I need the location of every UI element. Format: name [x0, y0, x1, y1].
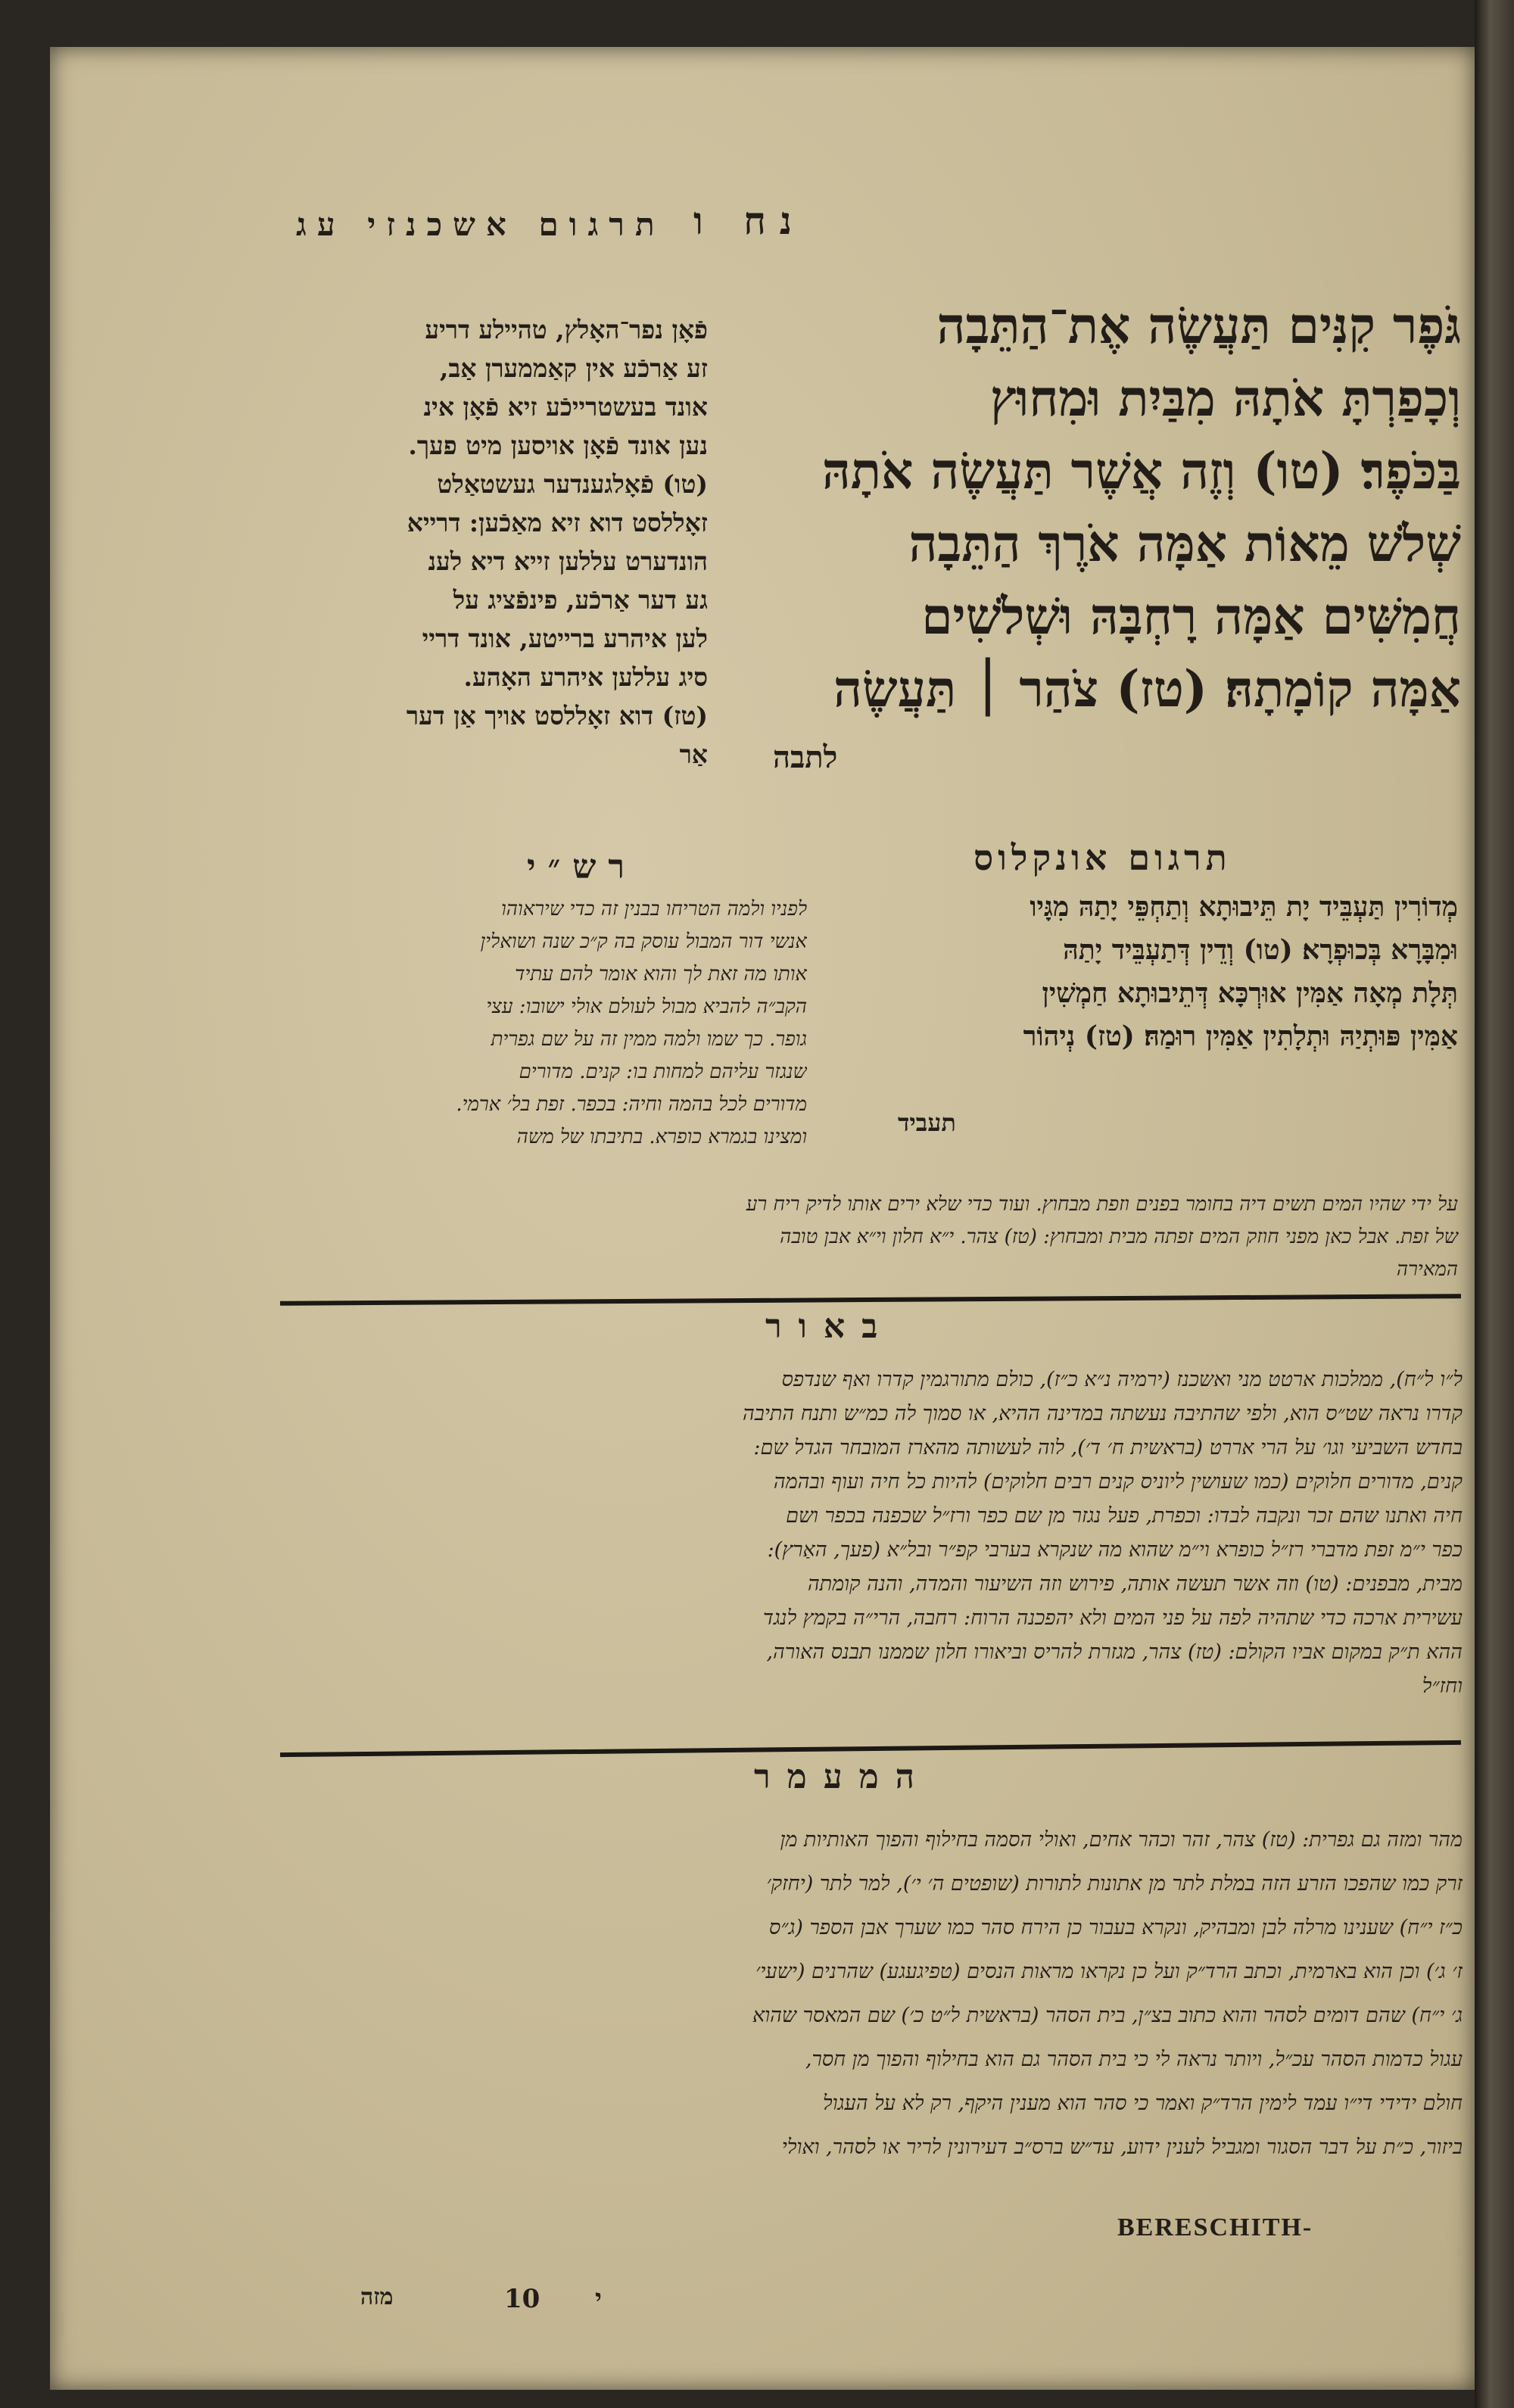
rashi-title: רש״י: [527, 848, 637, 886]
book-page: [50, 47, 1475, 2390]
hameamer-line: מהר ומזה גם גפרית: (טז) צהר, זהר וכהר אחים, ואולי הסמה בחילוף והפוך האותיות מן: [780, 1828, 1463, 1852]
bible-line: שְׁלֹשׁ מֵאוֹת אַמָּה אֹרֶךְ הַתֵּבָה: [908, 514, 1461, 573]
hameamer-line: כ״ז י״ח) שענינו מרלה לבן ומבהיק, ונקרא בעבור כן הירח סהר כמו שערך אבן הספר (ג״ס: [768, 1916, 1463, 1939]
biur-line: חיה ואתנו שהם זכר ונקבה לבדו: וכפרת, פעל נגזר מן שם כפר ורז״ל שכפנה בכפר ושם: [786, 1504, 1463, 1528]
hameamer-title: המעמר: [754, 1758, 931, 1796]
onkelos-catchword: תעביד: [898, 1108, 956, 1137]
ashkenazi-line: זאָללסט דוא זיא מאַכֿען: דרייא: [407, 508, 708, 537]
rashi-line: אותו מה זאת לך והוא אומר להם עתיד: [515, 963, 807, 986]
biur-line: קדרו נראה שט״ס הוא, ולפי שהתיבה נעשתה במדינה ההיא, או סמוך לה כמ״ש ותנח התיבה: [742, 1402, 1463, 1425]
ashkenazi-line: זע אַרכֿע אין קאַממערן אַב,: [439, 354, 708, 383]
onkelos-line: אַמִּין פּוּתְיַהּ וּתְלָתִין אַמִּין רוּמַהּ׃ (טז) נְיהוֹר: [1023, 1020, 1458, 1052]
rashi-line: של זפת. אבל כאן מפני חוזק המים זפתה מבית ומבחוץ: (טז) צהר. י״א חלון וי״א אבן טובה: [780, 1226, 1458, 1248]
onkelos-title: תרגום אונקלוס: [974, 837, 1232, 878]
rashi-line: גופר. כך שמו ולמה ממין זה על שם גפרית: [491, 1028, 807, 1051]
rashi-line: על ידי שהיו המים תשים דיה בחומר בפנים וזפת מבחוץ. ועוד כדי שלא ירים אותו לדיק ריח רע: [746, 1193, 1458, 1216]
hameamer-block: [327, 1818, 1463, 2170]
bible-line: אַמָּה קוֹמָתָהּ׃ (טז) צֹהַר ׀ תַּעֲשֶׂה: [833, 659, 1461, 718]
biur-line: ההא ת״ק במקום אביו הקולם: (טז) צהר, מגזרת להריס וביאורו חלון שממנו תבנס האורה,: [766, 1640, 1463, 1664]
rashi-line: המאירה: [1396, 1258, 1458, 1281]
divider-rule: [280, 1740, 1461, 1757]
bible-line: גֹּפֶר קִנִּים תַּעֲשֶׂה אֶת־הַתֵּבָה: [936, 296, 1461, 355]
adjacent-page-edge: [1475, 0, 1514, 2408]
onkelos-line: מְדוֹרִין תַּעְבֵּיד יָת תֵּיבוּתָא וְתַחְפֵּי יָתַהּ מִגָּיו: [1030, 891, 1458, 923]
bible-catchword: לתבה: [773, 740, 838, 775]
biur-line: מבית, מבפנים: (טו) וזה אשר תעשה אותה, פירוש וזה השיעור והמדה, והנה קומתה: [807, 1572, 1463, 1596]
hameamer-line: ג׳ י״ח) שהם דומים לסהר והוא כתוב בצ״ן, בית הסהר (בראשית ל״ט כ׳) שם המאסר שהוא: [752, 2004, 1463, 2027]
bible-line: בַּכֹּפֶר׃ (טו) וְזֶה אֲשֶׁר תַּעֲשֶׂה אֹתָהּ: [821, 441, 1461, 500]
ashkenazi-line: לען איהרע ברייטע, אונד דריי: [422, 624, 708, 653]
hameamer-line: עגול כדמות הסהר עכ״ל, ויותר נראה לי כי בית הסהר גם הוא בחילוף והפוך מן חסר,: [805, 2048, 1463, 2071]
biur-line: קנים, מדורים חלוקים (כמו שעושין ליוניס קנים רבים חלוקים) להיות כל חיה ועוף ובהמה: [773, 1470, 1463, 1494]
ashkenazi-line: סיג עללען איהרע האָהע.: [463, 662, 708, 692]
rashi-line: אנשי דור המבול עוסק בה ק״כ שנה ושואלין: [480, 930, 807, 953]
ashkenazi-line: נען אונד פֿאָן אויסען מיט פעך.: [408, 431, 708, 460]
divider-rule: [280, 1294, 1461, 1306]
parasha-header: נח ו: [693, 198, 806, 243]
onkelos-line: וּמִבָּרָא בְּכוּפְרָא׃ (טו) וְדֵין דְּתַעְבֵּיד יָתַהּ: [1063, 934, 1458, 966]
ashkenazi-translation-block: [310, 310, 708, 774]
ashkenazi-line: (טו) פֿאָלגענדער געשטאַלט: [437, 469, 708, 499]
hebrew-page-number: י: [595, 2284, 602, 2314]
rashi-line: מדורים לכל בהמה וחיה: בכפר. זפת בל׳ ארמי.: [456, 1093, 807, 1116]
ashkenazi-line: הונדערט עללען זייא דיא לענ: [428, 547, 708, 576]
rashi-line: לפניו ולמה הטריחו בבנין זה כדי שיראוהו: [501, 898, 807, 921]
ashkenazi-line: (טז) דוא זאָללסט אויך אַן דער: [406, 701, 708, 730]
biur-line: עשירית ארכה כדי שתהיה לפה על פני המים ולא יהפכנה הרוח: רחבה, הרי״ה בקמץ לנגד: [762, 1606, 1463, 1630]
rashi-line: שנגזר עליהם למחות בו: קנים. מדורים: [519, 1061, 807, 1083]
bible-text-block: [734, 289, 1461, 725]
rashi-continuation-block: [322, 1188, 1458, 1286]
bible-line: חֲמִשִּׁים אַמָּה רָחְבָּהּ וּשְׁלֹשִׁים: [921, 587, 1461, 646]
ashkenazi-line: פֿאָן נפר־האָלץ, טהיילע דריע: [425, 315, 708, 344]
biur-line: כפר י״מ זפת מדברי רז״ל כופרא וי״מ שהוא מה שנקרא בערבי קפ״ר ובל״א (פעך, האַרץ):: [767, 1538, 1463, 1562]
onkelos-line: תְּלָת מְאָה אַמִּין אוּרְכָּא דְּתֵיבוּתָא חַמְשִׁין: [1042, 977, 1458, 1009]
biur-title: באור: [765, 1307, 895, 1346]
onkelos-block: [830, 886, 1458, 1058]
ashkenazi-line: גע דער אַרכֿע, פינפֿציג על: [453, 585, 708, 615]
biur-line: בחדש השביעי וגו׳ על הרי אררט (בראשית ח׳ ד׳), לוה לעשותה מהארז המובחר הגדל שם:: [753, 1436, 1463, 1459]
hameamer-line: זרק כמו שהפכו הזרע הזה במלת לתר מן אתונות לתורות (שופטים ה׳ י׳), למר לתר (יחזק׳: [766, 1872, 1463, 1896]
signature-mark: BERESCHITH-: [1117, 2213, 1313, 2241]
ashkenazi-translation-header: תרגום אשכנזי עג: [296, 206, 665, 243]
page-number: 10: [504, 2284, 540, 2314]
hameamer-line: חולם ידידי די״ו עמד לימין הרד״ק ואמר כי סהר הוא מענין היקף, רק לא על העגול: [823, 2092, 1463, 2115]
biur-line: וחז״ל: [1422, 1674, 1463, 1698]
biur-line: ל״ו ל״ח), ממלכות ארטט מני ואשכנז (ירמיה נ״א כ״ז), כולם מתורגמין קדרו ואף שנדפס: [781, 1368, 1463, 1391]
rashi-block: [338, 893, 807, 1154]
ashkenazi-line: אונד בעשטרייכֿע זיא פֿאָן אינ: [423, 392, 708, 422]
rashi-line: הקב״ה להביא מבול לעולם אולי ישובו: עצי: [486, 995, 807, 1018]
bible-line: וְכָפַרְתָּ אֹתָהּ מִבַּיִת וּמִחוּץ: [989, 369, 1461, 428]
biur-block: [327, 1363, 1463, 1703]
rashi-line: ומצינו בגמרא כופרא. בתיבתו של משה: [516, 1126, 807, 1148]
page-catchword: מזה: [360, 2284, 394, 2310]
ashkenazi-line: אַר: [679, 740, 708, 769]
hameamer-line: ביזור, כ״ת על דבר הסגור ומגביל לענין ידוע, עד״ש ברס״ב דעירונין לריר או לסהר, ואולי: [781, 2135, 1463, 2159]
hameamer-line: ז׳ ג׳) וכן הוא בארמית, וכתב הרד״ק ועל כן נקראו מראות הנסים (טפיגעגע) שהרנים (ישעי׳: [755, 1960, 1463, 1983]
